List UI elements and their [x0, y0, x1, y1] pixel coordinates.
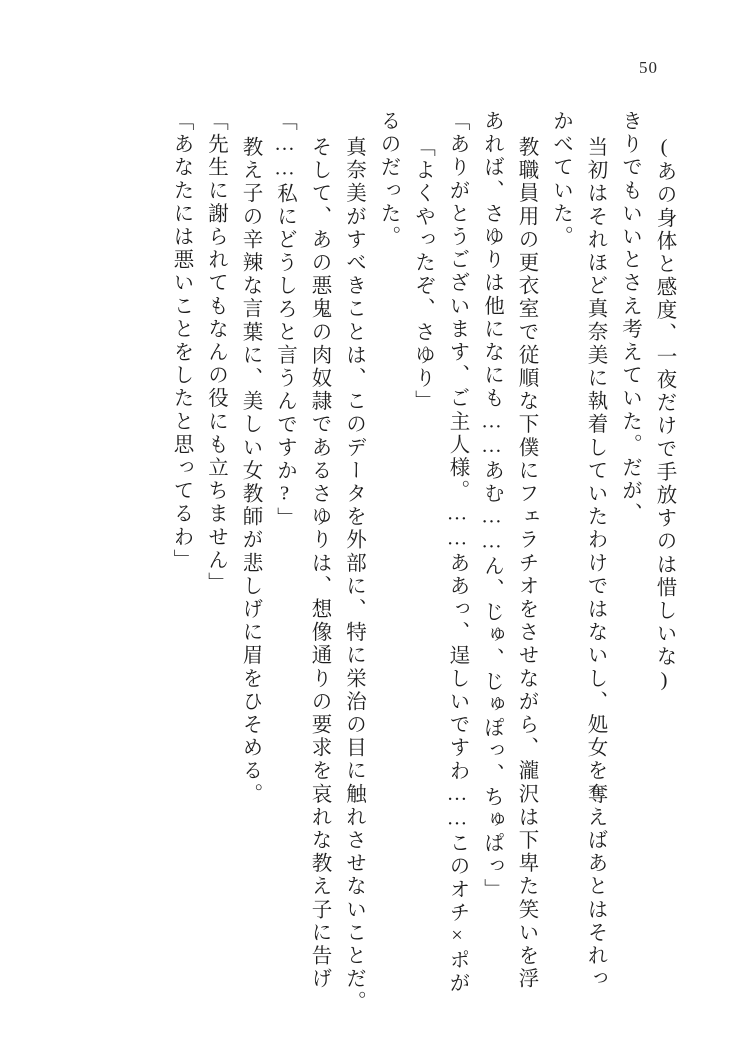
text-line: そして、あの悪鬼の肉奴隷であるさゆりは、想像通りの要求を哀れな教え子に告げ: [308, 136, 330, 991]
text-line: 真奈美がすべきことは、このデータを外部に、特に栄治の目に触れさせないことだ。: [342, 136, 365, 1014]
text-line: 「先生に謝られてもなんの役にも立ちません」: [204, 110, 227, 596]
text-line: 「よくやったぞ、さゆり」: [411, 136, 434, 414]
text-line: 「あなたには悪いことをしたと思ってるわ」: [170, 110, 192, 572]
text-line: 教職員用の更衣室で従順な下僕にフェラチオをさせながら、瀧沢は下卑た笑いを浮: [515, 136, 537, 991]
text-line: (あの身体と感度、一夜だけで手放すのは惜しいな): [653, 136, 675, 694]
text-line: かべていた。: [549, 110, 572, 249]
text-line: 「ありがとうございます、ご主人様。……ああっ、逞しいですわ……このオチ×ポが: [446, 110, 468, 996]
text-line: あれば、さゆりは他になにも……あむ……ん、じゅ、じゅぽっ、ちゅぱっ」: [480, 110, 503, 902]
text-line: るのだった。: [377, 110, 399, 249]
text-line: 教え子の辛辣な言葉に、美しい女教師が悲しげに眉をひそめる。: [239, 136, 261, 806]
text-line: 当初はそれほど真奈美に執着していたわけではないし、処女を奪えばあとはそれっ: [584, 136, 606, 991]
page-number: 50: [639, 58, 658, 77]
vertical-text-block: [157, 110, 675, 1014]
text-line: きりでもいいとさえ考えていた。だが、: [618, 110, 641, 526]
text-line: 「……私にどうしろと言うんですか?」: [273, 110, 296, 531]
